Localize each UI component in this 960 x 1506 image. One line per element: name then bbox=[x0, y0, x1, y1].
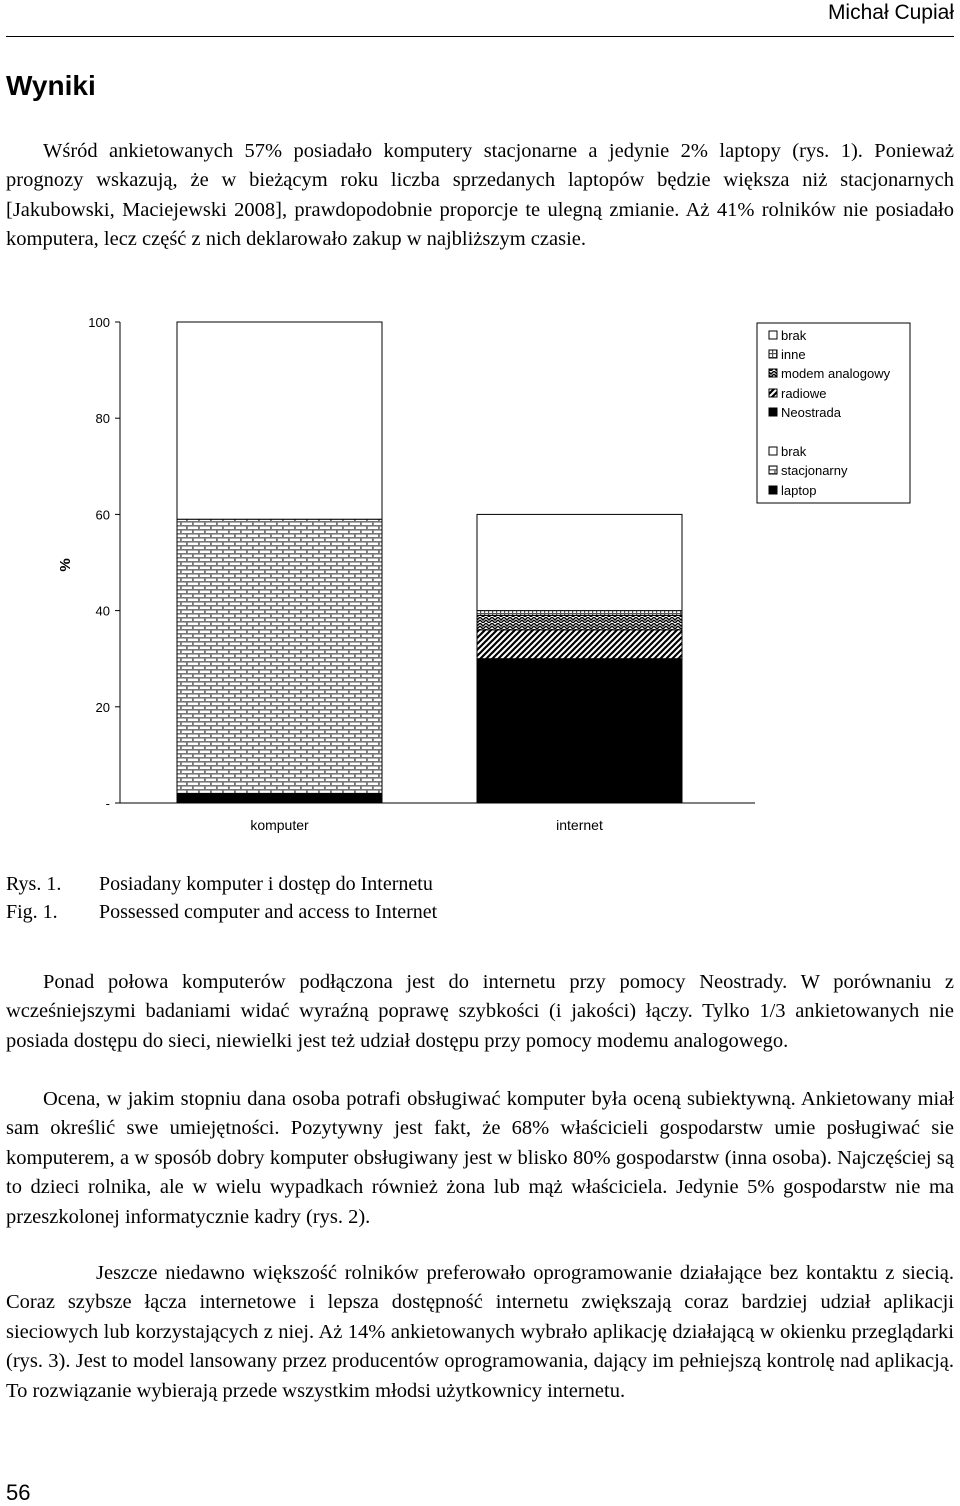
caption-polish-text: Posiadany komputer i dostęp do Internetu bbox=[99, 873, 433, 895]
legend-label: inne bbox=[781, 347, 806, 362]
bar-segment-internet-inne bbox=[477, 611, 682, 616]
y-tick-label: 40 bbox=[95, 603, 110, 619]
caption-polish bbox=[6, 870, 433, 898]
y-tick-label: 60 bbox=[95, 507, 110, 523]
legend-swatch bbox=[769, 369, 777, 377]
bar-segment-komputer-laptop bbox=[177, 793, 382, 803]
legend-swatch bbox=[769, 466, 777, 474]
figure-1 bbox=[0, 305, 960, 840]
bar-segment-komputer-brak bbox=[177, 322, 382, 519]
x-category-label: internet bbox=[556, 817, 603, 833]
y-tick-label: - bbox=[105, 796, 110, 811]
y-tick-label: 80 bbox=[95, 411, 110, 427]
bar-segment-internet-brak bbox=[477, 514, 682, 610]
legend-swatch bbox=[769, 350, 777, 358]
legend-label: modem analogowy bbox=[781, 366, 891, 381]
caption-polish-label: Rys. 1. bbox=[6, 873, 62, 895]
caption-english-text: Possessed computer and access to Internet bbox=[99, 901, 438, 923]
legend-label: brak bbox=[781, 444, 807, 459]
x-category-label: komputer bbox=[250, 817, 309, 833]
y-tick-label: 20 bbox=[95, 699, 110, 715]
legend-label: radiowe bbox=[781, 386, 827, 401]
legend-swatch bbox=[769, 408, 777, 416]
paragraph-4: Jeszcze niedawno większość rolników preferowało oprogramowanie działające bez kontaktu z siecią. Coraz szybsze łącza internetowe i lepsza dostępność internetu zwiększają coraz bardziej udział aplikacji sieciowych lub korzystających z niej. Aż 14% ankietowanych wybrało aplikację działającą w okienku przeglądarki (rys. 3). Jest to model lansowany przez producentów oprogramowania, dający im pełniejszą kontrolę nad aplikacją. To rozwiązanie wybierają przede wszystkim młodsi użytkownicy internetu. bbox=[6, 1262, 954, 1402]
legend-swatch bbox=[769, 389, 777, 397]
legend-swatch bbox=[769, 447, 777, 455]
bar-segment-komputer-stacjonarny bbox=[177, 519, 382, 793]
legend-label: stacjonarny bbox=[781, 463, 848, 478]
y-axis-label: % bbox=[57, 558, 74, 572]
section-title: Wyniki bbox=[6, 70, 96, 101]
caption-english bbox=[6, 898, 437, 926]
legend-label: Neostrada bbox=[781, 405, 841, 420]
legend-swatch bbox=[769, 486, 777, 494]
page-number: 56 bbox=[6, 1480, 31, 1505]
stacked-bar-chart bbox=[0, 305, 960, 840]
header-author: Michał Cupiał bbox=[827, 1, 954, 24]
caption-english-label: Fig. 1. bbox=[6, 901, 58, 923]
paragraph-2: Ponad połowa komputerów podłączona jest do internetu przy pomocy Neostrady. W porównaniu z wcześniejszymi badaniami widać wyraźną poprawę szybkości (i jakości) łączy. Tylko 1/3 ankietowanych nie posiada dostępu do sieci, niewielki jest też udział dostępu przy pomocy modemu analogowego. bbox=[6, 971, 954, 1052]
legend-label: laptop bbox=[781, 483, 817, 498]
paragraph-3: Ocena, w jakim stopniu dana osoba potrafi obsługiwać komputer była oceną subiektywną. Ankietowany miał sam określić swe umiejętności. Pozytywny jest fakt, że 68% właścicieli gospodarstw umie posługiwać sie komputerem, a w sposób dobry komputer obsługiwany jest w blisko 80% gospodarstw (inna osoba). Najczęściej są to dzieci rolnika, ale w wielu wypadkach również żona lub mąż właściciela. Jedynie 5% gospodarstw nie ma przeszkolonej informatycznie kadry (rys. 2). bbox=[6, 1088, 954, 1228]
legend-label: brak bbox=[781, 328, 807, 343]
paragraph-1: Wśród ankietowanych 57% posiadało komputery stacjonarne a jedynie 2% laptopy (rys. 1). Ponieważ prognozy wskazują, że w bieżącym roku liczba sprzedanych laptopów będzie większa niż stacjonarnych [Jakubowski, Maciejewski 2008], prawdopodobnie proporcje te ulegną zmianie. Aż 41% rolników nie posiadało komputera, lecz część z nich deklarowało zakup w najbliższym czasie. bbox=[6, 140, 954, 251]
legend-swatch bbox=[769, 331, 777, 339]
bar-segment-internet-neostrada bbox=[477, 659, 682, 803]
bar-segment-internet-modem-analogowy bbox=[477, 615, 682, 629]
bar-segment-internet-radiowe bbox=[477, 630, 682, 659]
header-rule bbox=[6, 36, 954, 37]
y-tick-label: 100 bbox=[88, 315, 110, 330]
